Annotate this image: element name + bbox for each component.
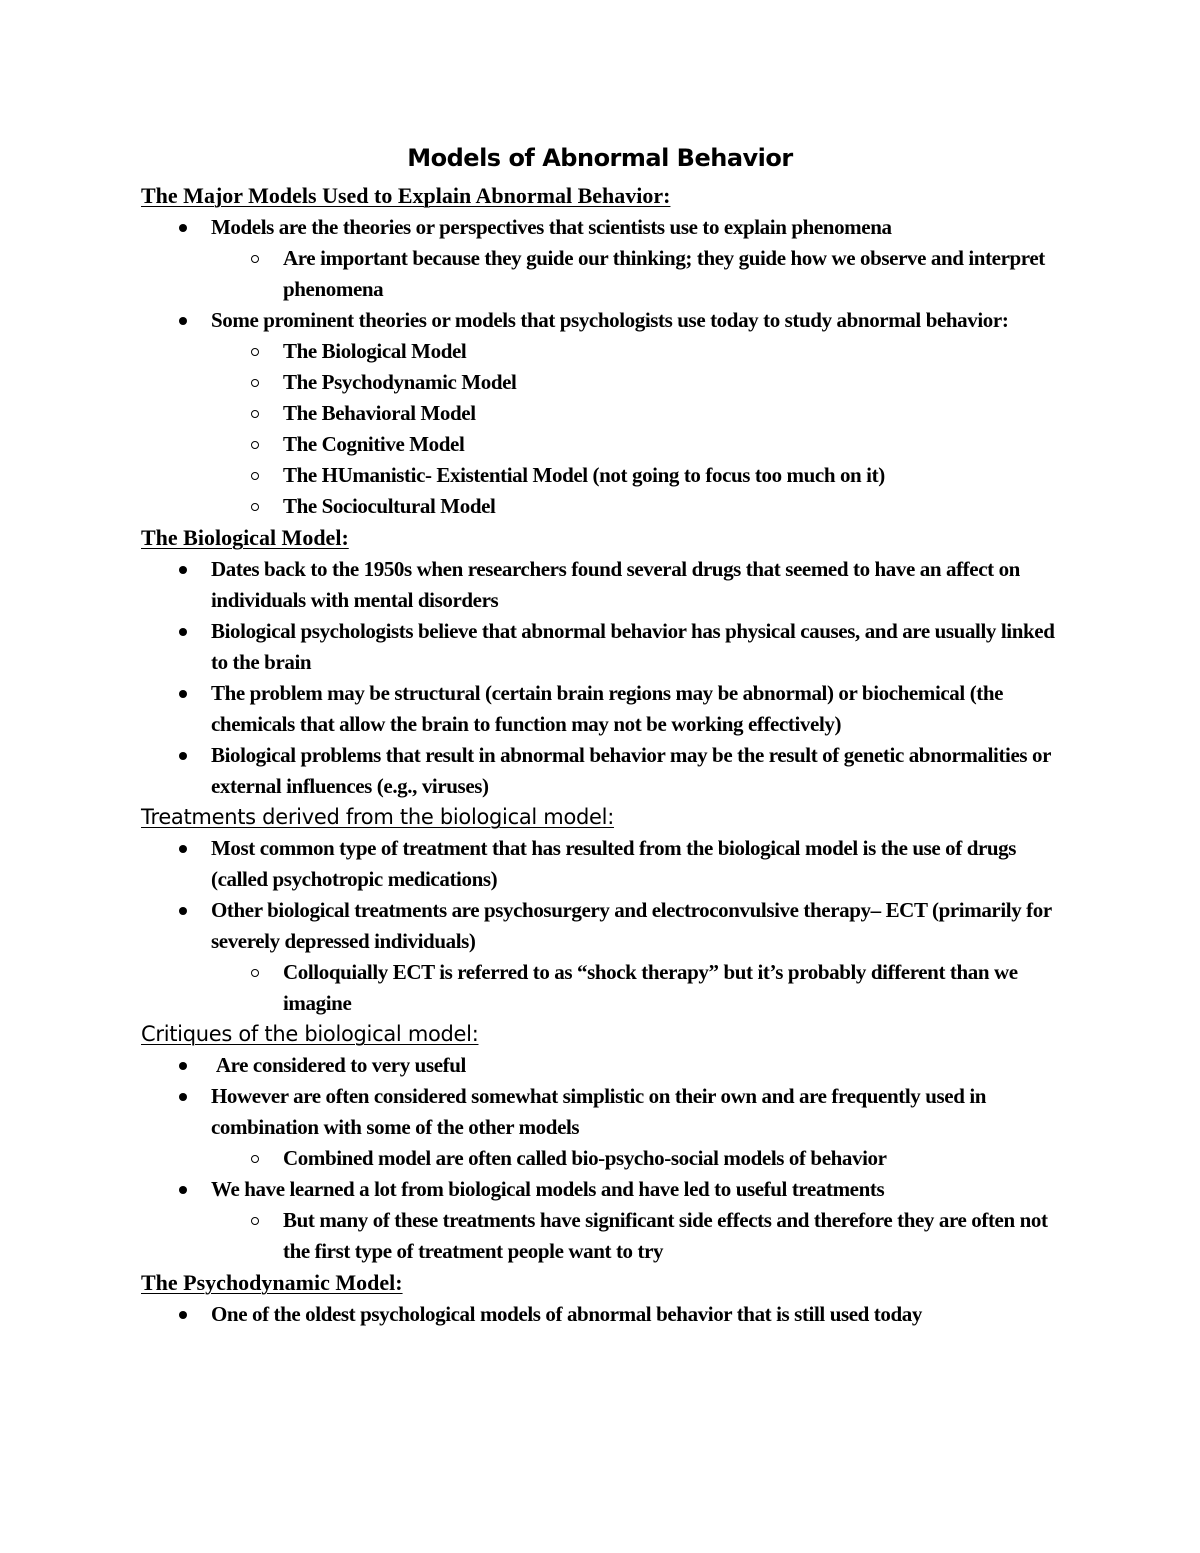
sub-list-item-text: The Psychodynamic Model (283, 370, 517, 394)
list-item-text: Some prominent theories or models that psychologists use today to study abnormal behavior: (211, 308, 1009, 332)
bullet-icon (179, 1186, 187, 1194)
list-item-text: Dates back to the 1950s when researchers found several drugs that seemed to have an affect on individuals with mental disorders (211, 557, 1020, 612)
sub-bullet-list (211, 1205, 1071, 1267)
sub-list-item-text: The HUmanistic- Existential Model (not going to focus too much on it) (283, 463, 885, 487)
list-item-text: However are often considered somewhat simplistic on their own and are frequently used in combination with some of the other models (211, 1084, 987, 1139)
bullet-icon (179, 566, 187, 574)
sub-bullet-list (211, 243, 1071, 305)
bullet-list (141, 554, 1071, 802)
list-item-text: We have learned a lot from biological models and have led to useful treatments (211, 1177, 885, 1201)
sub-list-item (211, 1143, 1071, 1174)
sub-list-item (211, 336, 1071, 367)
sub-bullet-list (211, 957, 1071, 1019)
hollow-bullet-icon (251, 969, 259, 977)
sub-list-item-text: The Cognitive Model (283, 432, 465, 456)
sub-list-item-text: Colloquially ECT is referred to as “shock therapy” but it’s probably different than we imagine (283, 960, 1018, 1015)
bullet-icon (179, 628, 187, 636)
hollow-bullet-icon (251, 255, 259, 263)
bullet-icon (179, 1062, 187, 1070)
hollow-bullet-icon (251, 379, 259, 387)
list-item (141, 554, 1071, 616)
section-heading: The Psychodynamic Model: (141, 1270, 403, 1295)
hollow-bullet-icon (251, 472, 259, 480)
sub-list-item (211, 398, 1071, 429)
sub-bullet-list (211, 1143, 1071, 1174)
list-item-text: One of the oldest psychological models of abnormal behavior that is still used today (211, 1302, 922, 1326)
sub-list-item (211, 429, 1071, 460)
bullet-icon (179, 690, 187, 698)
sub-list-item-text: Combined model are often called bio-psycho-social models of behavior (283, 1146, 887, 1170)
list-item (141, 212, 1071, 305)
list-item (141, 1081, 1071, 1174)
sub-list-item-text: The Behavioral Model (283, 401, 476, 425)
bullet-icon (179, 752, 187, 760)
sub-list-item (211, 243, 1071, 305)
list-item-text: Are considered to very useful (211, 1053, 466, 1077)
section-heading: Critiques of the biological model: (141, 1022, 479, 1046)
list-item (141, 1174, 1071, 1267)
sub-list-item (211, 460, 1071, 491)
hollow-bullet-icon (251, 348, 259, 356)
list-item-text: Other biological treatments are psychosurgery and electroconvulsive therapy– ECT (primarily for severely depressed individuals) (211, 898, 1052, 953)
bullet-icon (179, 317, 187, 325)
sub-list-item-text: Are important because they guide our thinking; they guide how we observe and interpret phenomena (283, 246, 1045, 301)
bullet-list (141, 1299, 1071, 1330)
bullet-icon (179, 907, 187, 915)
list-item (141, 895, 1071, 1019)
list-item-text: Models are the theories or perspectives that scientists use to explain phenomena (211, 215, 892, 239)
sub-list-item-text: The Biological Model (283, 339, 467, 363)
hollow-bullet-icon (251, 503, 259, 511)
list-item-text: The problem may be structural (certain brain regions may be abnormal) or biochemical (the chemicals that allow the brain to function may not be working effectively) (211, 681, 1004, 736)
sub-list-item-text: But many of these treatments have significant side effects and therefore they are often not the first type of treatment people want to try (283, 1208, 1048, 1263)
bullet-list (141, 1050, 1071, 1267)
sub-list-item (211, 491, 1071, 522)
hollow-bullet-icon (251, 410, 259, 418)
sub-bullet-list (211, 336, 1071, 522)
hollow-bullet-icon (251, 1217, 259, 1225)
list-item-text: Biological psychologists believe that abnormal behavior has physical causes, and are usually linked to the brain (211, 619, 1055, 674)
sub-list-item (211, 1205, 1071, 1267)
list-item (141, 1050, 1071, 1081)
hollow-bullet-icon (251, 1155, 259, 1163)
list-item-text: Biological problems that result in abnormal behavior may be the result of genetic abnormalities or external influences (e.g., viruses) (211, 743, 1051, 798)
bullet-icon (179, 845, 187, 853)
section-biological-model (141, 522, 1071, 802)
section-major-models (141, 180, 1071, 522)
bullet-icon (179, 1093, 187, 1101)
list-item (141, 833, 1071, 895)
section-heading: Treatments derived from the biological model: (141, 805, 614, 829)
bullet-icon (179, 1311, 187, 1319)
list-item (141, 305, 1071, 522)
list-item (141, 1299, 1071, 1330)
section-heading: The Major Models Used to Explain Abnormal Behavior: (141, 183, 671, 208)
section-biological-treatments (141, 802, 1071, 1019)
list-item-text: Most common type of treatment that has resulted from the biological model is the use of drugs (called psychotropic medications) (211, 836, 1017, 891)
sub-list-item (211, 367, 1071, 398)
bullet-list (141, 833, 1071, 1019)
sub-list-item-text: The Sociocultural Model (283, 494, 496, 518)
bullet-icon (179, 224, 187, 232)
list-item (141, 678, 1071, 740)
section-biological-critiques (141, 1019, 1071, 1267)
bullet-list (141, 212, 1071, 522)
sub-list-item (211, 957, 1071, 1019)
section-psychodynamic-model (141, 1267, 1071, 1330)
document-body (141, 180, 1071, 1330)
list-item (141, 616, 1071, 678)
hollow-bullet-icon (251, 441, 259, 449)
section-heading: The Biological Model: (141, 525, 349, 550)
list-item (141, 740, 1071, 802)
document-title: Models of Abnormal Behavior (407, 144, 793, 172)
